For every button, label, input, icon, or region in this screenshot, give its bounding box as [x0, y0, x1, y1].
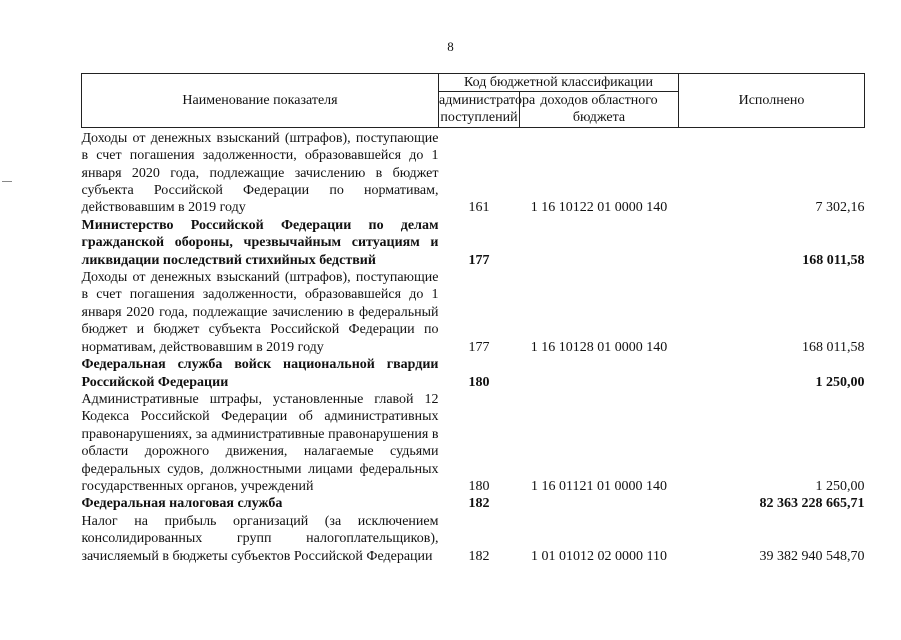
table-row [82, 513, 865, 565]
table-header [82, 74, 865, 128]
page-number: 8 [447, 39, 454, 54]
row-income-code-cell: 1 16 10122 01 0000 140 [530, 200, 668, 216]
row-name-cell: Министерство Российской Федерации по делам гражданской обороны, чрезвычайным ситуациям и ликвидации последствий стихийных бедствий [81, 217, 439, 268]
budget-table [81, 73, 865, 565]
table-row [82, 391, 865, 495]
row-admin-cell: 180 [468, 374, 490, 390]
row-executed-cell: 39 382 940 548,70 [759, 548, 865, 564]
row-income-code-cell [520, 217, 679, 269]
header-income: доходов областного бюджета [520, 92, 679, 128]
row-admin-cell: 182 [468, 496, 490, 512]
row-income-code-cell [520, 495, 679, 512]
row-income-code-cell: 1 16 01121 01 0000 140 [531, 478, 667, 494]
row-executed-cell: 168 011,58 [802, 339, 865, 355]
table-row [82, 356, 865, 391]
row-name-cell: Федеральная налоговая служба [81, 496, 283, 512]
row-admin-cell: 177 [468, 252, 490, 268]
row-executed-cell: 82 363 228 665,71 [759, 496, 865, 512]
row-admin-cell: 180 [468, 478, 490, 494]
row-admin-cell: 177 [468, 339, 490, 355]
row-name-cell: Федеральная служба войск национальной гвардии Российской Федерации [81, 357, 439, 390]
header-code-group: Код бюджетной классификации [439, 74, 679, 92]
row-name-cell: Налог на прибыль организаций (за исключением консолидированных групп налогоплательщиков), зачисляемый в бюджеты субъектов Российской Федерации [81, 513, 439, 564]
table-row [82, 495, 865, 512]
row-executed-cell: 168 011,58 [802, 252, 865, 268]
table-row [82, 127, 865, 217]
row-admin-cell: 161 [468, 200, 490, 216]
margin-mark [2, 181, 12, 182]
row-admin-cell: 182 [468, 548, 490, 564]
header-executed: Исполнено [679, 74, 865, 128]
row-executed-cell: 1 250,00 [815, 478, 865, 494]
table-row [82, 217, 865, 269]
row-income-code-cell: 1 01 01012 02 0000 110 [531, 548, 667, 564]
row-income-code-cell [520, 356, 679, 391]
row-executed-cell: 1 250,00 [815, 374, 865, 390]
row-name-cell: Доходы от денежных взысканий (штрафов), поступающие в счет погашения задолженности, образовавшейся до 1 января 2020 года, подлежащие зачислению в федеральный бюджет и бюджет субъекта Российской Федерации по нормативам, действовавшим в 2019 году [81, 270, 439, 355]
row-name-cell: Административные штрафы, установленные главой 12 Кодекса Российской Федерации об административных правонарушениях, за административные правонарушения в области дорожного движения, налагаемые судьями федеральных судов, должностными лицами федеральных государственных органов, учреждений [81, 391, 439, 494]
table-row [82, 269, 865, 356]
header-name: Наименование показателя [82, 74, 439, 128]
row-income-code-cell: 1 16 10128 01 0000 140 [530, 339, 668, 355]
row-name-cell: Доходы от денежных взысканий (штрафов), поступающие в счет погашения задолженности, образовавшейся до 1 января 2020 года, подлежащие зачислению в бюджет субъекта Российской Федерации по нормативам, действовавшим в 2019 году [81, 130, 439, 216]
table-body [82, 127, 865, 565]
header-administrator: администратора поступлений [439, 93, 536, 126]
row-executed-cell: 7 302,16 [815, 200, 865, 216]
